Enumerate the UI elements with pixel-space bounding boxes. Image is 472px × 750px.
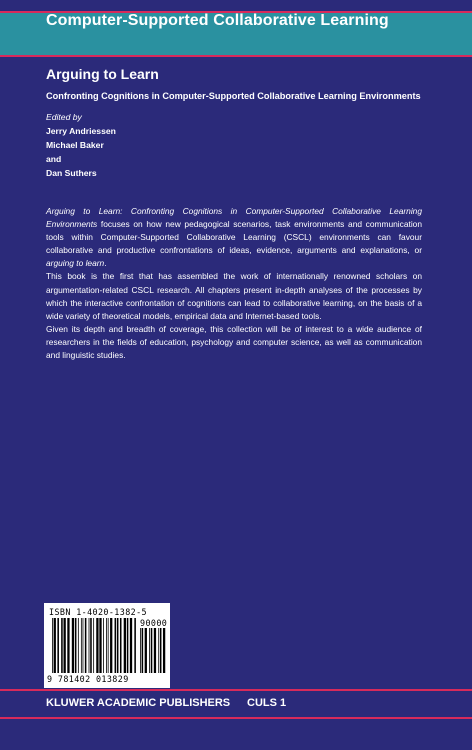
description-paragraph-3: Given its depth and breadth of coverage, this collection will be of interest to a wide audience of researchers in the fields of education, psychology and computer science, as well as communication and linguistic studies. bbox=[46, 323, 422, 361]
barcode-bar bbox=[85, 618, 87, 673]
barcode-bar bbox=[61, 618, 63, 673]
barcode-bar bbox=[145, 628, 147, 673]
barcode-bar bbox=[108, 618, 109, 673]
barcode-bar bbox=[160, 628, 162, 673]
editor-name: Michael Baker bbox=[46, 140, 104, 150]
publisher-name: KLUWER ACADEMIC PUBLISHERS bbox=[46, 697, 231, 709]
barcode-bar bbox=[99, 618, 101, 673]
barcode-bar bbox=[149, 628, 150, 673]
series-code: CULS 1 bbox=[247, 697, 287, 709]
series-title: Computer-Supported Collaborative Learning bbox=[46, 12, 389, 29]
description-title-italic: Arguing to Learn: Confronting Cognitions in Computer-Supported Collaborative Learning Environments bbox=[46, 206, 422, 230]
editor-name: Jerry Andriessen bbox=[46, 126, 116, 136]
isbn-barcode bbox=[44, 603, 170, 688]
barcode-bar bbox=[115, 618, 117, 673]
edited-by-label: Edited by bbox=[46, 112, 82, 122]
barcode-bar bbox=[64, 618, 66, 673]
description-text: focuses on how new pedagogical scenarios, task environments and communication tools within Computer-Supported Collaborative Learning (CSCL) environments can favour collaborative and productive confrontations of ideas, evidence, arguments and explanations, or bbox=[46, 219, 422, 256]
barcode-bar bbox=[83, 618, 84, 673]
barcode-bar bbox=[90, 618, 92, 673]
isbn-number: ISBN 1-4020-1382-5 bbox=[49, 607, 147, 617]
barcode-bar bbox=[89, 618, 90, 673]
barcode-bar bbox=[54, 618, 56, 673]
book-description bbox=[46, 205, 422, 362]
ean-number: 9 781402 013829 bbox=[47, 674, 129, 684]
barcode-addon-number: 90000 bbox=[140, 618, 168, 628]
editor-conjunction: and bbox=[46, 154, 62, 164]
barcode-bar bbox=[140, 628, 141, 673]
barcode-bar bbox=[163, 628, 165, 673]
barcode-bar bbox=[96, 618, 98, 673]
barcode-bar bbox=[72, 618, 74, 673]
barcode-bar bbox=[134, 618, 136, 673]
barcode-bar bbox=[52, 618, 53, 673]
barcode-bar bbox=[142, 628, 144, 673]
barcode-bar bbox=[67, 618, 69, 673]
barcode-bar bbox=[75, 618, 77, 673]
barcode-bar bbox=[151, 628, 153, 673]
barcode-bar bbox=[57, 618, 59, 673]
book-subtitle: Confronting Cognitions in Computer-Supported Collaborative Learning Environments bbox=[46, 91, 421, 101]
barcode-bar bbox=[124, 618, 126, 673]
barcode-bar bbox=[120, 618, 122, 673]
description-italic-phrase: arguing to learn bbox=[46, 258, 105, 269]
description-paragraph-2: This book is the first that has assembled the work of internationally renowned scholars on argumentation-related CSCL research. All chapters present in-depth analyses of the processes by which the interactive confrontation of cognitions can lead to collaborative learning, on the basis of a wide variety of theoretical models, empirical data and Internet-based tools. bbox=[46, 271, 422, 321]
barcode-bar bbox=[130, 618, 132, 673]
barcode-bar bbox=[93, 618, 94, 673]
editor-name: Dan Suthers bbox=[46, 168, 97, 178]
barcode-bar bbox=[110, 618, 112, 673]
barcode-bar bbox=[117, 618, 119, 673]
barcode-bar bbox=[81, 618, 82, 673]
book-title: Arguing to Learn bbox=[46, 66, 159, 82]
barcode-bar bbox=[158, 628, 159, 673]
barcode-bar bbox=[78, 618, 79, 673]
barcode-bar bbox=[127, 618, 129, 673]
barcode-bar bbox=[103, 618, 104, 673]
barcode-bar bbox=[154, 628, 156, 673]
footer-rule-bottom bbox=[0, 717, 472, 719]
barcode-bar bbox=[106, 618, 107, 673]
description-paragraph-1 bbox=[46, 205, 422, 270]
description-period: . bbox=[104, 258, 107, 269]
